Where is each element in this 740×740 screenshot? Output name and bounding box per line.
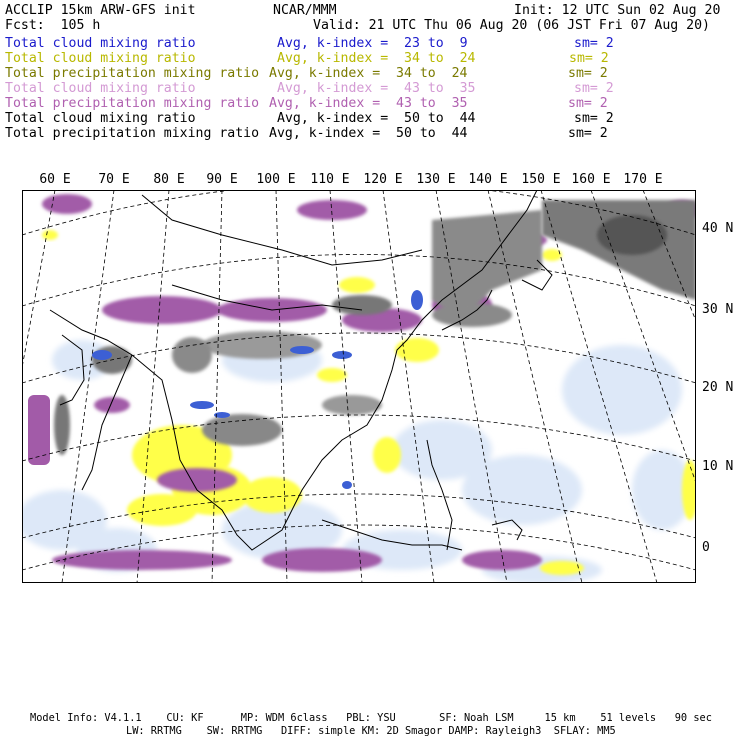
- legend-avg-1: Avg, k-index = 23 to 9: [277, 36, 468, 51]
- lat-label-30n: 30 N: [702, 302, 734, 317]
- legend-sm-1: sm= 2: [574, 36, 614, 51]
- lon-label-60e: 60 E: [39, 172, 71, 187]
- legend-sm-4: sm= 2: [574, 81, 614, 96]
- legend-field-4: Total cloud mixing ratio: [5, 81, 196, 96]
- lat-label-10n: 10 N: [702, 459, 734, 474]
- legend-sm-6: sm= 2: [574, 111, 614, 126]
- lon-label-160e: 160 E: [571, 172, 611, 187]
- legend-sm-2: sm= 2: [569, 51, 609, 66]
- organization: NCAR/MMM: [273, 3, 337, 18]
- lat-label-0: 0: [702, 540, 710, 555]
- legend-avg-7: Avg, k-index = 50 to 44: [269, 126, 468, 141]
- legend-avg-6: Avg, k-index = 50 to 44: [277, 111, 476, 126]
- lon-label-80e: 80 E: [153, 172, 185, 187]
- legend-avg-4: Avg, k-index = 43 to 35: [277, 81, 476, 96]
- legend-field-6: Total cloud mixing ratio: [5, 111, 196, 126]
- forecast-map: [22, 190, 696, 583]
- legend-avg-5: Avg, k-index = 43 to 35: [269, 96, 468, 111]
- legend-field-3: Total precipitation mixing ratio: [5, 66, 260, 81]
- model-title: ACCLIP 15km ARW-GFS init: [5, 3, 196, 18]
- legend-sm-3: sm= 2: [568, 66, 608, 81]
- lon-label-130e: 130 E: [416, 172, 456, 187]
- lon-label-110e: 110 E: [310, 172, 350, 187]
- legend-sm-5: sm= 2: [568, 96, 608, 111]
- lon-label-70e: 70 E: [98, 172, 130, 187]
- model-info-line-2: LW: RRTMG SW: RRTMG DIFF: simple KM: 2D Smagor DAMP: Rayleigh3 SFLAY: MM5: [126, 725, 616, 737]
- lon-label-90e: 90 E: [206, 172, 238, 187]
- valid-time: Valid: 21 UTC Thu 06 Aug 20 (06 JST Fri 07 Aug 20): [313, 18, 710, 33]
- legend-field-1: Total cloud mixing ratio: [5, 36, 196, 51]
- init-time: Init: 12 UTC Sun 02 Aug 20: [514, 3, 721, 18]
- model-info-line-1: Model Info: V4.1.1 CU: KF MP: WDM 6class PBL: YSU SF: Noah LSM 15 km 51 levels 90 sec: [30, 712, 712, 724]
- legend-sm-7: sm= 2: [568, 126, 608, 141]
- lon-label-120e: 120 E: [363, 172, 403, 187]
- lon-label-100e: 100 E: [256, 172, 296, 187]
- lon-label-150e: 150 E: [521, 172, 561, 187]
- legend-avg-2: Avg, k-index = 34 to 24: [277, 51, 476, 66]
- legend-field-2: Total cloud mixing ratio: [5, 51, 196, 66]
- legend-field-5: Total precipitation mixing ratio: [5, 96, 260, 111]
- legend-field-7: Total precipitation mixing ratio: [5, 126, 260, 141]
- lat-label-20n: 20 N: [702, 380, 734, 395]
- legend-avg-3: Avg, k-index = 34 to 24: [269, 66, 468, 81]
- lon-label-140e: 140 E: [468, 172, 508, 187]
- lon-label-170e: 170 E: [623, 172, 663, 187]
- forecast-hour: Fcst: 105 h: [5, 18, 101, 33]
- lat-label-40n: 40 N: [702, 221, 734, 236]
